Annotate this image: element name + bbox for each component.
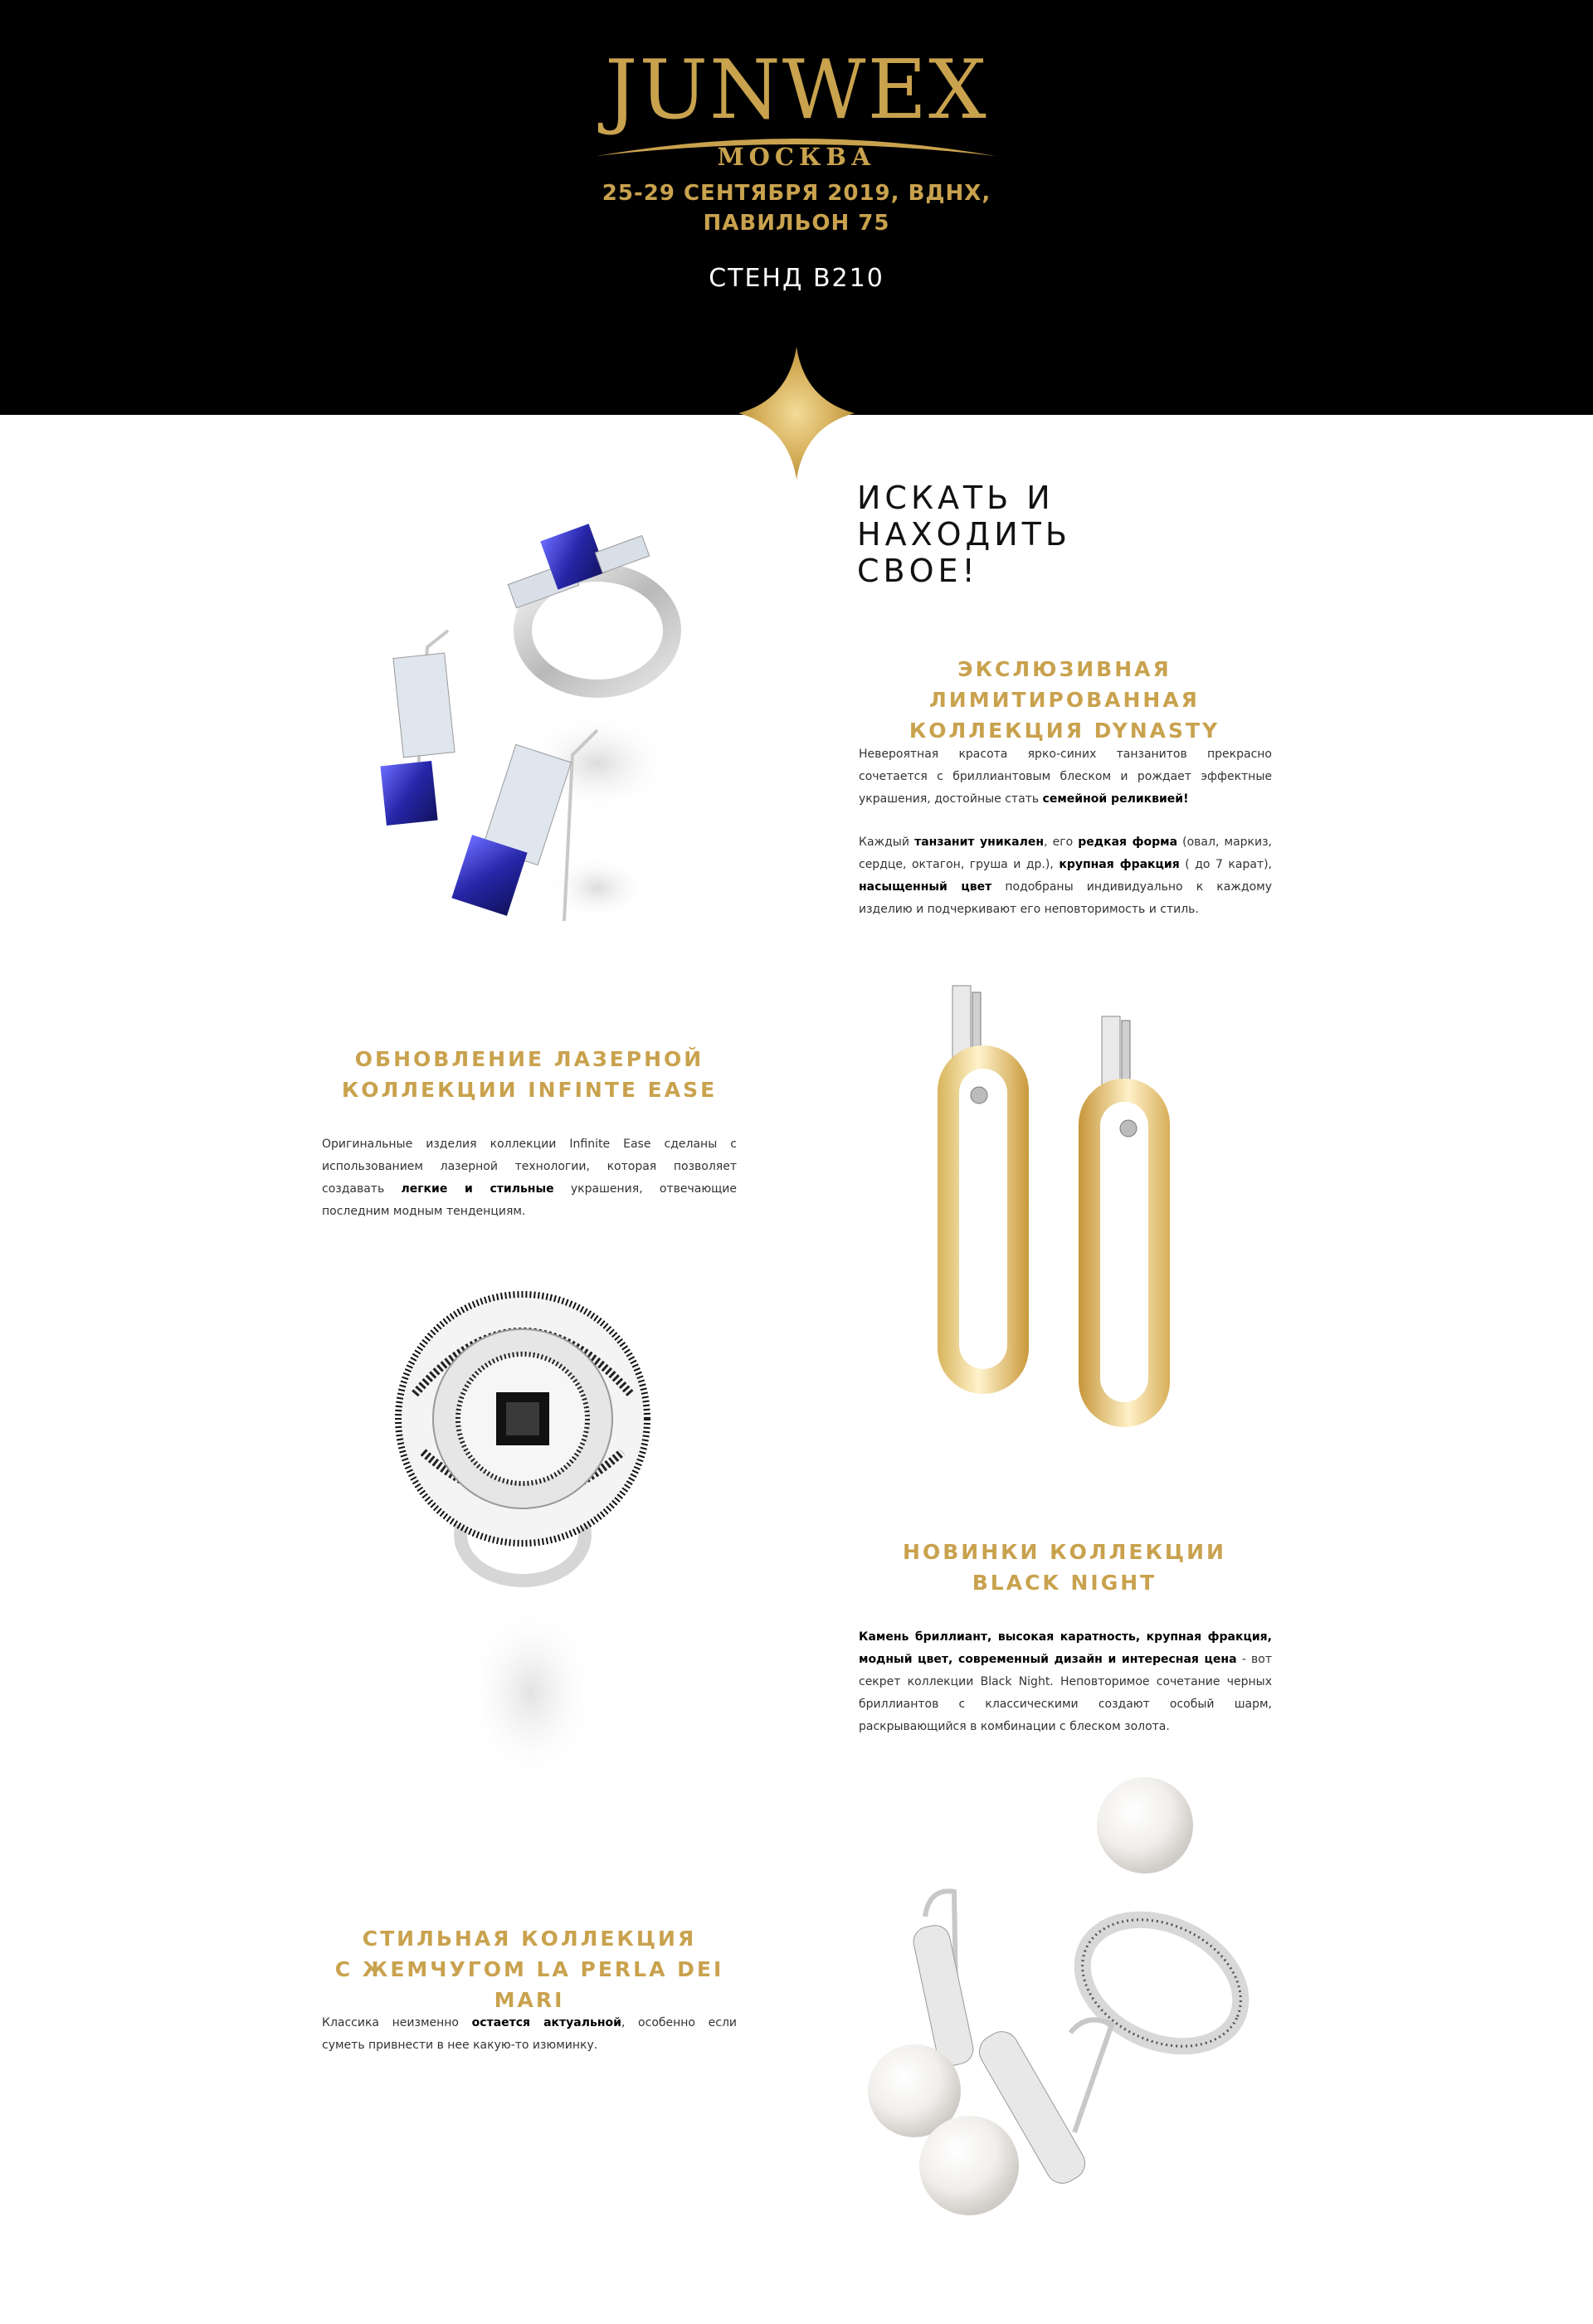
intro-title [857,480,1071,589]
section-title-line: КОЛЛЕКЦИИ INFINTE EASE [341,1078,718,1102]
intro-title-line: СВОЕ! [857,553,979,589]
dynasty-paragraph-2: Каждый танзанит уникален, его редкая форма (овал, маркиз, сердце, октагон, груша и др.), крупная фракция ( до 7 карат), насыщенный цвет подобраны индивидуально к каждому изделию и подчеркивают его неповторимость и стиль. [859,836,1273,916]
section-title-line: BLACK NIGHT [972,1571,1157,1595]
event-dates: 25-29 СЕНТЯБРЯ 2019, ВДНХ, [602,181,991,206]
infinite-ease-section-title [322,1044,737,1105]
black-night-section-title [857,1537,1272,1598]
logo-city: МОСКВА [717,143,876,171]
perla-pearl-jewelry-image [863,1776,1278,2307]
black-night-ring-image [390,1294,655,1792]
perla-description [322,2012,737,2057]
junwex-logo [0,43,1593,171]
event-pavilion: ПАВИЛЬОН 75 [703,211,890,236]
logo-wordmark: JUNWEX [605,43,988,138]
section-title-line: ЭКСЛЮЗИВНАЯ ЛИМИТИРОВАННАЯ [929,657,1200,712]
dynasty-paragraph-1: Невероятная красота ярко-синих танзанитов прекрасно сочетается с бриллиантовым блеском и рождает эффектные украшения, достойные стать семейной реликвией! [859,748,1272,806]
section-title-line: ОБНОВЛЕНИЕ ЛАЗЕРНОЙ [354,1047,704,1071]
intro-title-line: ИСКАТЬ И [857,480,1055,516]
infinite-ease-earrings-image [913,979,1211,1444]
perla-section-title [322,1923,737,2015]
stand-number: СТЕНД В210 [709,264,884,293]
section-title-line: СТИЛЬНАЯ КОЛЛЕКЦИЯ [362,1927,697,1951]
dynasty-jewelry-image [348,514,714,954]
infinite-ease-description [322,1133,737,1223]
section-title-line: НОВИНКИ КОЛЛЕКЦИИ [903,1540,1226,1564]
intro-title-line: НАХОДИТЬ [857,516,1071,553]
section-title-line: С ЖЕМЧУГОМ LA PERLA DEI MARI [334,1957,724,2012]
black-night-description [859,1626,1272,1738]
infinite-ease-paragraph: Оригинальные изделия коллекции Infinite Ease сделаны с использованием лазерной технологии, которая позволяет создавать легкие и стильные украшения, отвечающие последним модным тенденциям. [322,1138,738,1218]
gold-star-icon [738,347,855,480]
black-night-paragraph: Камень бриллиант, высокая каратность, крупная фракция, модный цвет, современный дизайн и интересная цена - вот секрет коллекции Black Night. Неповторимое сочетание черных бриллиантов с классическими создают особый шарм, раскрывающийся в комбинации с блеском золота. [859,1630,1272,1733]
perla-paragraph: Классика неизменно остается актуальной, особенно если суметь привнести в нее какую-то изюминку. [322,2016,738,2052]
section-title-line: КОЛЛЕКЦИЯ DYNASTY [909,719,1220,743]
dynasty-description [859,743,1272,921]
dynasty-section-title [857,654,1272,746]
